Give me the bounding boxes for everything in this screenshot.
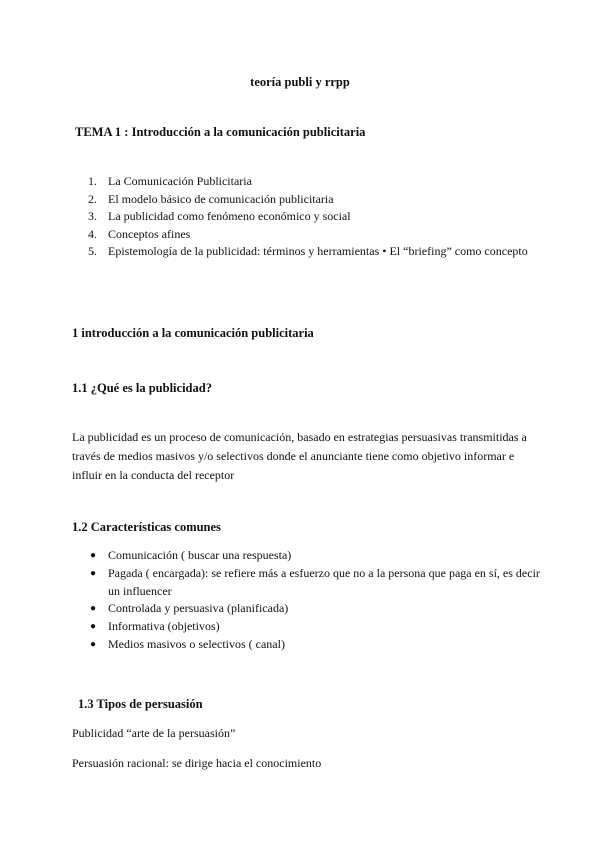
section-1-2-heading: 1.2 Características comunes <box>72 520 221 534</box>
table-of-contents <box>88 173 528 261</box>
section-1-3-line-2: Persuasión racional: se dirige hacia el conocimiento <box>72 756 322 770</box>
toc-item <box>88 173 528 191</box>
toc-item-text: La Comunicación Publicitaria <box>108 174 252 188</box>
toc-item-text: Conceptos afines <box>108 226 191 241</box>
toc-item <box>88 208 528 226</box>
list-item <box>88 600 548 618</box>
list-item-text: Controlada y persuasiva (planificada) <box>108 601 289 616</box>
list-item <box>88 636 548 654</box>
toc-item-text: El modelo básico de comunicación publicitaria <box>108 191 334 206</box>
list-item <box>88 565 548 601</box>
list-item <box>88 618 548 636</box>
toc-item-number: 5. <box>88 244 97 258</box>
section-1-1-paragraph: La publicidad es un proceso de comunicación, basado en estrategias persuasivas transmitidas a través de medios masivos y/o selectivos donde el anunciante tiene como objetivo informar e influir en la conducta del receptor <box>72 430 527 482</box>
document-title: teoría publi y rrpp <box>250 75 350 89</box>
bullet-icon: ● <box>90 621 97 633</box>
list-item-text: Medios masivos o selectivos ( canal) <box>108 636 285 651</box>
section-1-1-heading: 1.1 ¿Qué es la publicidad? <box>72 381 212 395</box>
toc-item <box>88 226 528 244</box>
list-item-text: Pagada ( encargada): se refiere más a esfuerzo que no a la persona que paga en sí, es decir un influencer <box>108 565 540 598</box>
section-1-3-heading: 1.3 Tipos de persuasión <box>78 697 203 711</box>
toc-item-number: 1. <box>88 174 97 188</box>
toc-item-number: 3. <box>88 209 97 223</box>
toc-item-number: 2. <box>88 191 97 206</box>
bullet-icon: ● <box>90 603 97 615</box>
section-1-3-line-1: Publicidad “arte de la persuasión” <box>72 726 236 740</box>
toc-item-number: 4. <box>88 226 97 241</box>
toc-item <box>88 243 528 261</box>
tema-heading: TEMA 1 : Introducción a la comunicación publicitaria <box>75 125 366 139</box>
bullet-icon: ● <box>90 638 97 650</box>
bullet-icon: ● <box>90 550 97 561</box>
list-item <box>88 547 548 565</box>
characteristics-list <box>88 547 548 654</box>
toc-item-text: Epistemología de la publicidad: términos y herramientas • El “briefing” como concepto <box>108 244 528 258</box>
section-1-heading: 1 introducción a la comunicación publicitaria <box>72 326 314 340</box>
list-item-text: Informativa (objetivos) <box>108 619 220 634</box>
bullet-icon: ● <box>90 567 97 579</box>
toc-item <box>88 191 528 209</box>
toc-item-text: La publicidad como fenómeno económico y social <box>108 209 351 223</box>
list-item-text: Comunicación ( buscar una respuesta) <box>108 548 292 562</box>
